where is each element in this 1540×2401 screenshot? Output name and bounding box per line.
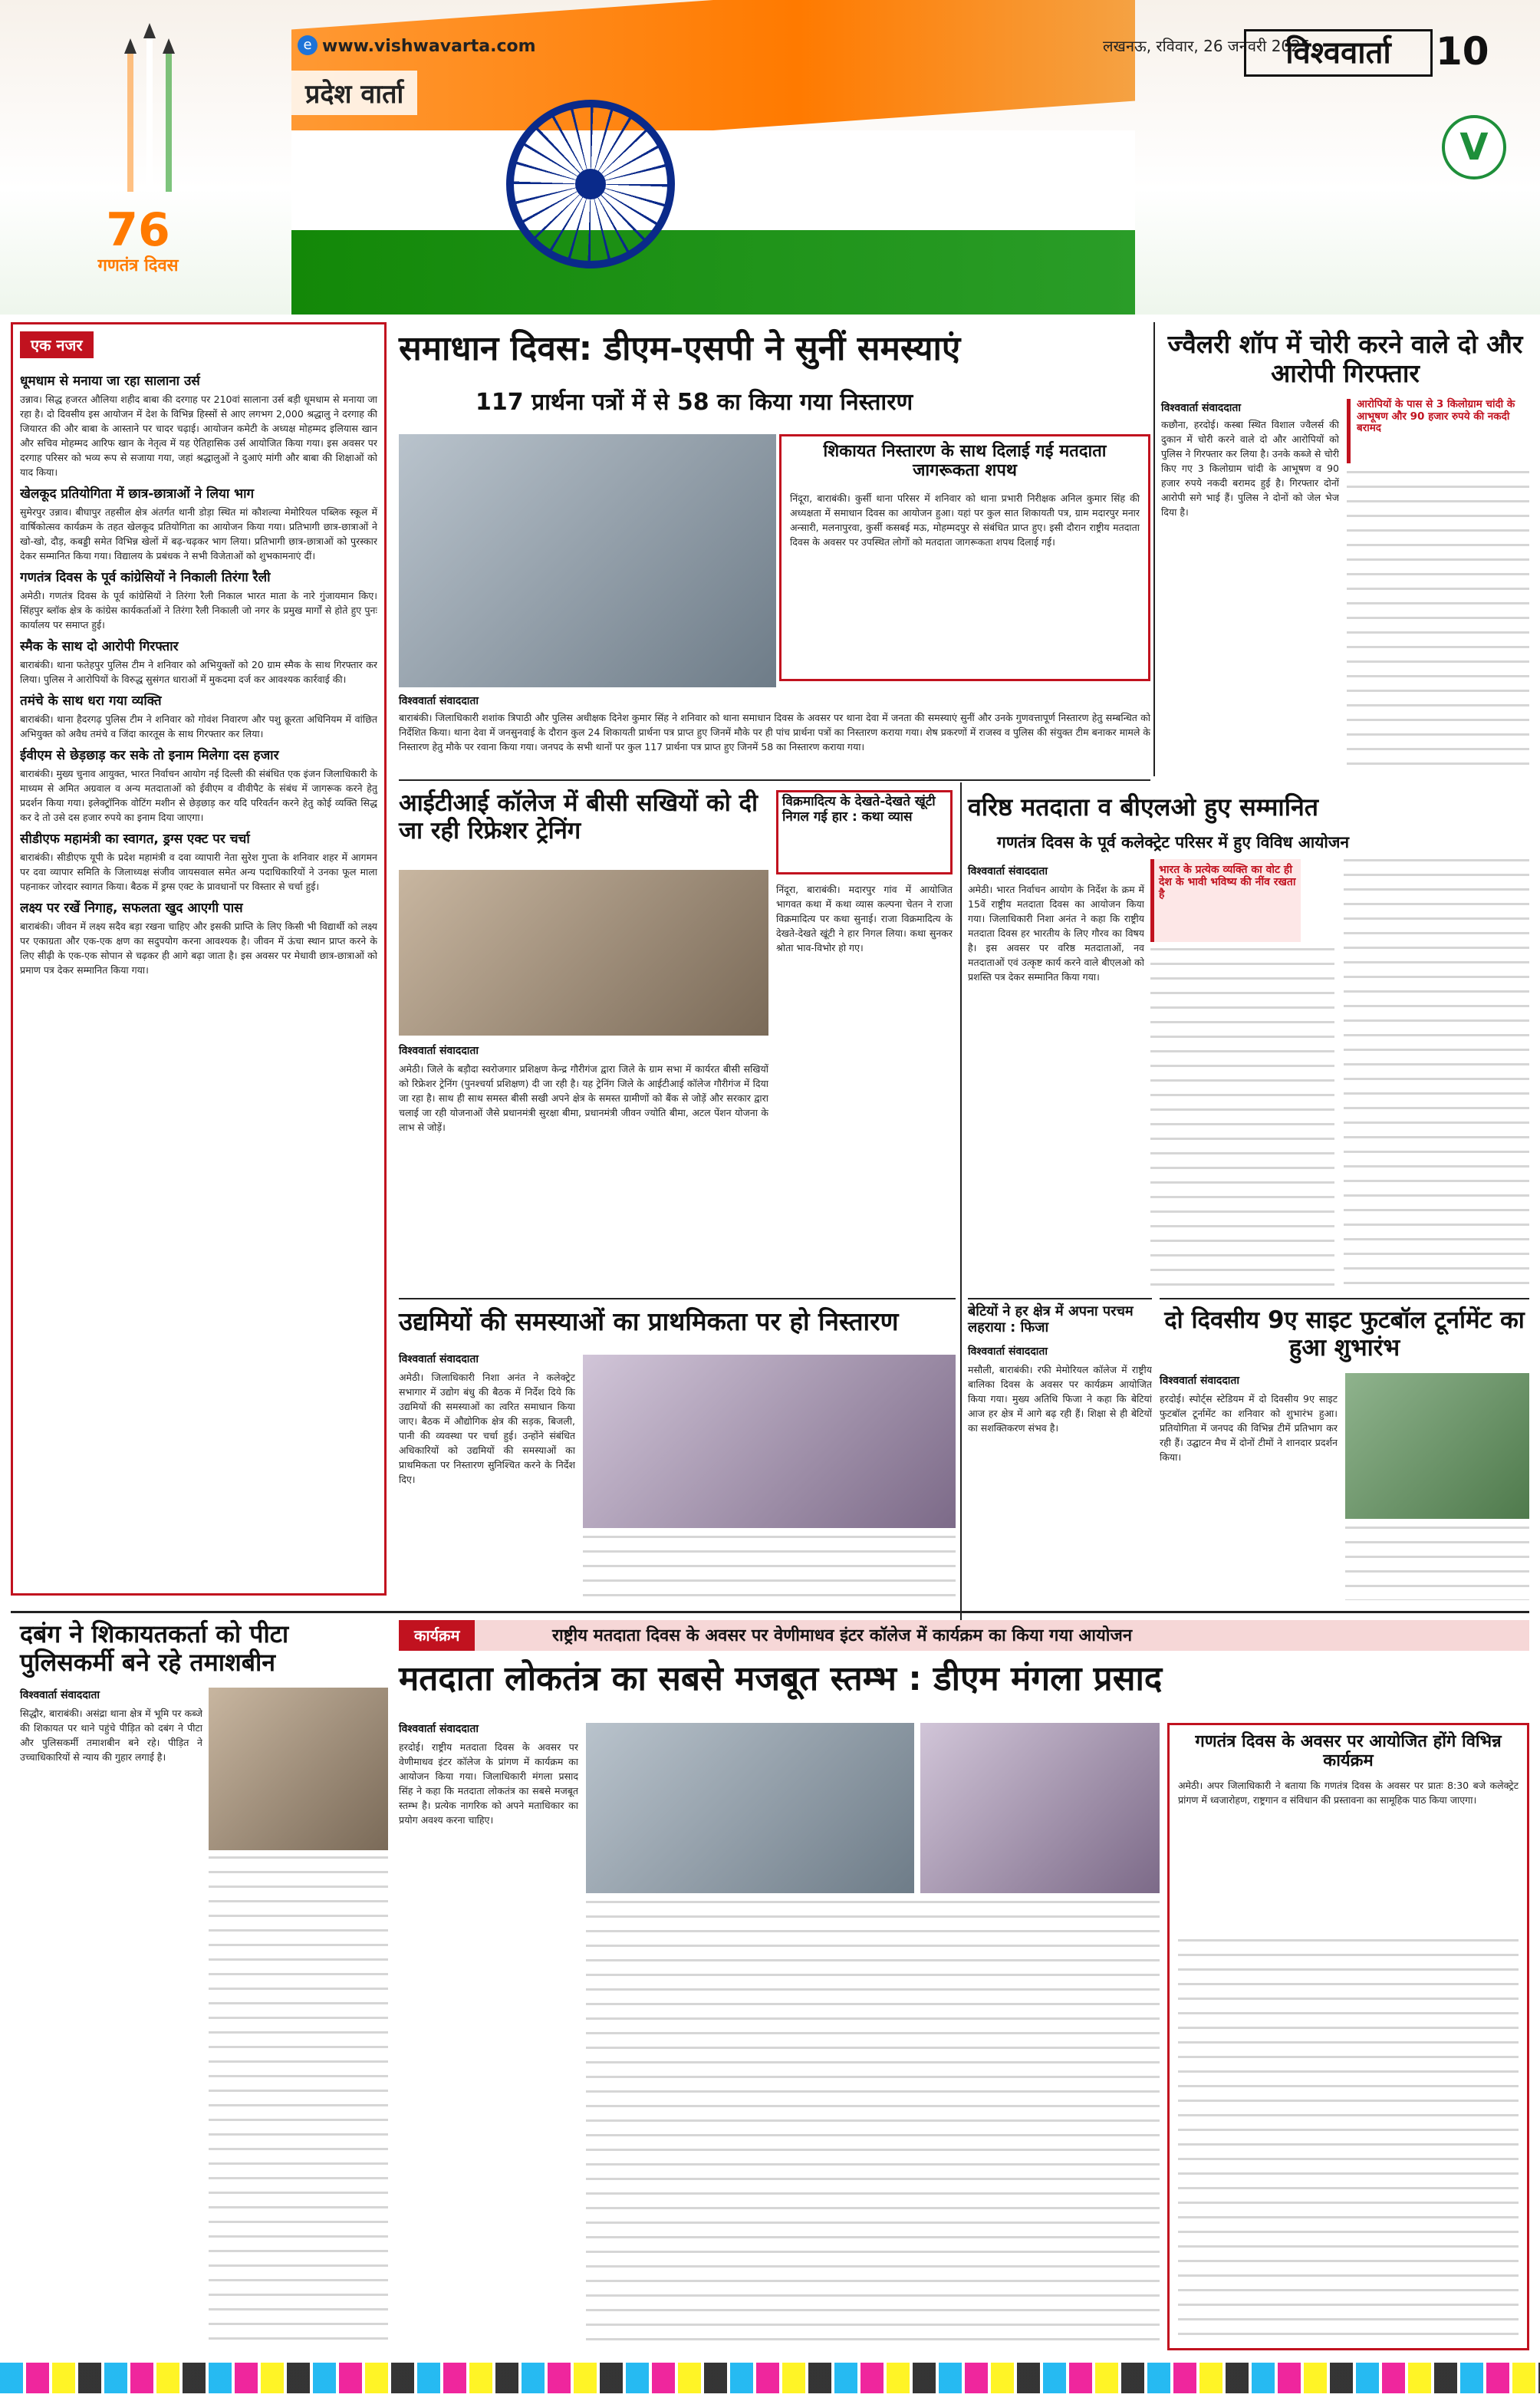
divider bbox=[11, 1611, 1529, 1613]
republic-program-headline: गणतंत्र दिवस के अवसर पर आयोजित होंगे विभिन्न कार्यक्रम bbox=[1195, 1732, 1502, 1771]
voterday-photo-2 bbox=[920, 1723, 1160, 1893]
iti-body: अमेठी। जिले के बड़ौदा स्वरोजगार प्रशिक्षण केन्द्र गौरीगंज द्वारा जिले के ग्राम सभा में कार्यरत बीसी सखियों को रिफ्रेशर ट्रेनिंग (पुनश्चर्या प्रशिक्षण) दी जा रही है। यह ट्रेनिंग जिले के आईटीआई कॉलेज गौरीगंज में दिया जा रहा है। साथ ही साथ समस्त बीसी सखी अपने क्षेत्र के समस्त ग्रामीणों को बैंक से जोड़ें और सरकार द्वारा चलाई जा रही योजनाओं जैसे प्रधानमंत्री सुरक्षा बीमा, प्रधानमंत्री जीवन ज्योति बीमा, अटल पेंशन योजना के लाभ से जोड़ें। bbox=[399, 1063, 768, 1133]
sidebar-item: स्मैक के साथ दो आरोपी गिरफ्तार बाराबंकी। थाना फतेहपुर पुलिस टीम ने शनिवार को अभियुक्तों को 20 ग्राम स्मैक के साथ गिरफ्तार कर लिया। पुलिस ने आरोपियों के विरुद्ध सुसंगत धाराओं में मुकदमा दर्ज कर आवश्यक कार्रवाई की। bbox=[20, 639, 377, 685]
sidebar-item: लक्ष्य पर रखें निगाह, सफलता खुद आएगी पास बाराबंकी। जीवन में लक्ष्य सदैव बड़ा रखना चाहिए और इसकी प्राप्ति के लिए किसी भी विद्यार्थी को लक्ष्य पर एकाग्रता और एक-एक क्षण का सदुपयोग करना आवश्यक है। जीवन में ऊंचा स्थान प्राप्त करने के लिए सीढ़ी के एक-एक सोपान से चढ़कर ही आगे बढ़ा जाता है। इस अवसर पर मेधावी छात्र-छात्राओं को प्रमाण पत्र देकर सम्मानित किया गया। bbox=[20, 901, 377, 976]
divider bbox=[1160, 1298, 1529, 1299]
jewelry-body: कछौना, हरदोई। कस्बा स्थित विशाल ज्वैलर्स की दुकान में चोरी करने वाले दो और आरोपियों को पुलिस ने गिरफ्तार कर लिया है। उनके कब्जे से चोरी किए गए 3 किलोग्राम चांदी के आभूषण व 90 हजार रुपये नकदी बरामद हुई है। गिरफ्तार दोनों आरोपी सगे भाई हैं। पुलिस ने दोनों को जेल भेज दिया है। bbox=[1161, 419, 1339, 518]
iti-photo bbox=[399, 870, 768, 1036]
lead-headline: समाधान दिवस: डीएम-एसपी ने सुनीं समस्याएं bbox=[399, 329, 961, 368]
lead-byline: विश्ववार्ता संवाददाता bbox=[399, 695, 479, 707]
entrepreneur-body: अमेठी। जिलाधिकारी निशा अनंत ने कलेक्ट्रेट सभागार में उद्योग बंधु की बैठक में निर्देश दिये कि उद्यमियों की समस्याओं का त्वरित समाधान किया जाए। बैठक में औद्योगिक क्षेत्र की सड़क, बिजली, पानी की व्यवस्था पर चर्चा हुई। उन्होंने संबंधित अधिकारियों को उद्यमियों की समस्याओं का प्राथमिकता पर निस्तारण सुनिश्चित करने के निर्देश दिए। bbox=[399, 1372, 575, 1485]
honor-headline: वरिष्ठ मतदाता व बीएलओ हुए सम्मानित bbox=[968, 792, 1318, 822]
sidebar-item: सीडीएफ महामंत्री का स्वागत, ड्रग्स एक्ट पर चर्चा बाराबंकी। सीडीएफ यूपी के प्रदेश महामंत्री व दवा व्यापारी नेता सुरेश गुप्ता के शनिवार शहर में आगमन पर दवा व्यापार समिति के जिलाध्यक्ष संजीव जायसवाल समेत अन्य पदाधिकारियों ने उनका फूल माला पहनाकर जोरदार स्वागत किया। बैठक में ड्रग्स एक्ट के प्रावधानों पर विस्तार से चर्चा हुई। bbox=[20, 832, 377, 892]
voterday-photo bbox=[586, 1723, 914, 1893]
flag-green-band bbox=[291, 230, 1135, 315]
vikram-headline: विक्रमादित्य के देखते-देखते खूंटी निगल गई हार : कथा व्यास bbox=[782, 794, 936, 825]
sidebar-item: ईवीएम से छेड़छाड़ कर सके तो इनाम मिलेगा दस हजार बाराबंकी। मुख्य चुनाव आयुक्त, भारत निर्वाचन आयोग नई दिल्ली की संबंधित एक इंजन जिलाधिकारी के माध्यम से अमित अग्रवाल व अन्य मतदाताओं को ईवीएम व वीवीपैट के संबंध में जागरूक करने हेतु प्रदर्शन किया गया। इलेक्ट्रॉनिक वोटिंग मशीन से छेड़छाड़ कर यदि परिवर्तन करने हेतु कोई व्यक्ति सिद्ध कर दे तो उसे दस हजार रुपये का इनाम दिया जाएगा। bbox=[20, 748, 377, 823]
honor-pullquote: भारत के प्रत्येक व्यक्ति का वोट ही देश के भावी भविष्य की नींव रखता है bbox=[1159, 864, 1296, 901]
jewelry-body-col2 bbox=[1347, 471, 1529, 772]
voterday-headline: मतदाता लोकतंत्र का सबसे मजबूत स्तम्भ : डीएम मंगला प्रसाद bbox=[399, 1659, 1163, 1698]
voterday-byline: विश्ववार्ता संवाददाता bbox=[399, 1723, 479, 1735]
honor-byline: विश्ववार्ता संवाददाता bbox=[968, 865, 1048, 878]
paper-logo: विश्ववार्ता bbox=[1244, 29, 1433, 77]
divider bbox=[399, 1298, 956, 1299]
entrepreneur-body-col2 bbox=[583, 1536, 956, 1600]
vikram-body: निंदूरा, बाराबंकी। मदारपुर गांव में आयोजित भागवत कथा में कथा व्यास कल्पना चेतन ने राजा विक्रमादित्य पर कथा सुनाई। राजा विक्रमादित्य के देखते-देखते खूंटी ने हार निगल लिया। कथा सुनकर श्रोता भाव-विभोर हो गए। bbox=[776, 884, 953, 953]
emblem-number: 76 bbox=[106, 203, 170, 257]
print-registration-marks bbox=[0, 2363, 1540, 2393]
lead-body: बाराबंकी। जिलाधिकारी शशांक त्रिपाठी और पुलिस अधीक्षक दिनेश कुमार सिंह ने शनिवार को थाना समाधान दिवस के अवसर पर थाना देवा में जनता की समस्याएं सुनीं और उनके गुणवत्तापूर्ण निस्तारण हेतु सम्बन्धित को निर्देशित किया। थाना देवा में जनसुनवाई के दौरान कुल 24 शिकायती प्रार्थना पत्र प्राप्त हुए जिनमें मौके पर ही पांच प्रार्थना पत्रों का निस्तारण कराया गया। शेष प्रकरणों में राजस्व व पुलिस की संयुक्त टीम बनाकर मामले के निस्तारण हेतु मौके पर रवाना किया गया। जनपद के सभी थानों पर कुल 117 प्रार्थना पत्र प्राप्त हुए जिनमें 58 का निस्तारण कराया गया। bbox=[399, 712, 1150, 753]
jewelry-headline: ज्वैलरी शॉप में चोरी करने वाले दो और आरोपी गिरफ्तार bbox=[1167, 329, 1523, 388]
republic-program-body: अमेठी। अपर जिलाधिकारी ने बताया कि गणतंत्र दिवस के अवसर पर प्रातः 8:30 बजे कलेक्ट्रेट प्रांगण में ध्वजारोहण, राष्ट्रगान व संविधान की प्रस्तावना का सामूहिक पाठ किया जाएगा। bbox=[1178, 1780, 1519, 1806]
divider bbox=[968, 1298, 1152, 1299]
jewelry-byline: विश्ववार्ता संवाददाता bbox=[1161, 402, 1242, 414]
republic-day-emblem bbox=[84, 203, 192, 299]
football-body: हरदोई। स्पोर्ट्स स्टेडियम में दो दिवसीय 9ए साइट फुटबॉल टूर्नामेंट का शनिवार को शुभारंभ हुआ। प्रतियोगिता में जनपद की विभिन्न टीमें प्रतिभाग कर रही हैं। उद्घाटन मैच में दोनों टीमों ने शानदार प्रदर्शन किया। bbox=[1160, 1393, 1338, 1463]
divider-vertical bbox=[960, 782, 962, 1634]
football-headline: दो दिवसीय 9ए साइट फुटबॉल टूर्नामेंट का हुआ शुभारंभ bbox=[1164, 1306, 1525, 1362]
entrepreneur-photo bbox=[583, 1355, 956, 1528]
honor-body-col3 bbox=[1344, 859, 1529, 1286]
honor-body-col2 bbox=[1150, 948, 1334, 1286]
football-photo bbox=[1345, 1373, 1529, 1519]
chakra-hub bbox=[575, 169, 606, 199]
voterday-body-col2 bbox=[586, 1901, 1160, 2350]
dabang-body-col2 bbox=[209, 1856, 388, 2350]
dabang-byline: विश्ववार्ता संवाददाता bbox=[20, 1689, 100, 1701]
betiyan-headline: बेटियों ने हर क्षेत्र में अपना परचम लहराया : फिजा bbox=[968, 1303, 1134, 1336]
dateline: लखनऊ, रविवार, 26 जनवरी 2025 bbox=[1103, 37, 1311, 55]
voterday-body: हरदोई। राष्ट्रीय मतदाता दिवस के अवसर पर वेणीमाधव इंटर कॉलेज के प्रांगण में कार्यक्रम का आयोजन किया गया। जिलाधिकारी मंगला प्रसाद सिंह ने कहा कि मतदाता लोकतंत्र का सबसे मजबूत स्तम्भ है। प्रत्येक नागरिक को अपने मताधिकार का प्रयोग अवश्य करना चाहिए। bbox=[399, 1741, 578, 1826]
sidebar-item: खेलकूद प्रतियोगिता में छात्र-छात्राओं ने लिया भाग सुमेरपुर उन्नाव। बीघापुर तहसील क्षेत्र अंतर्गत थानी डोड़ा स्थित मां कौशल्या मेमोरियल पब्लिक स्कूल में वार्षिकोत्सव कार्यक्रम के तहत खेलकूद प्रतियोगिता का आयोजन किया गया। प्रतिभागी छात्र-छात्राओं ने खो-खो, दौड़, कबड्डी समेत विभिन्न खेलों में बढ़-चढ़कर भाग लिया। प्रतिभागी छात्र-छात्राओं को पुरस्कार देकर सम्मानित किया गया। विद्यालय के प्रबंधक ने सभी विजेताओं को शुभकामनाएं दीं। bbox=[20, 486, 377, 562]
dabang-body: सिद्धौर, बाराबंकी। असंद्रा थाना क्षेत्र में भूमि पर कब्जे की शिकायत पर थाने पहुंचे पीड़ित को दबंग ने पीटा और पुलिसकर्मी तमाशबीन बने रहे। पीड़ित ने उच्चाधिकारियों से न्याय की गुहार लगाई है। bbox=[20, 1708, 202, 1763]
website-url[interactable]: www.vishwavarta.com bbox=[322, 37, 536, 56]
lead-photo bbox=[399, 434, 776, 687]
sidebar-item: धूमधाम से मनाया जा रहा सालाना उर्स उन्नाव। सिद्ध हजरत औलिया शहीद बाबा की दरगाह पर 210वां सालाना उर्स बड़ी धूमधाम से मनाया जा रहा है। दो दिवसीय इस आयोजन में देश के विभिन्न हिस्सों से आए लगभग 2,000 श्रद्धालु ने दरगाह की जियारत की और बाबा के आस्ताने पर चादर चढ़ाई। आयोजन कमेटी के अध्यक्ष मोहम्मद इलियास खान और सचिव मोहम्मद आरिफ खान के नेतृत्व में यह ऐतिहासिक उर्स आयोजित किया गया। इस अवसर पर दरगाह परिसर को भव्य रूप से सजाया गया, जहां श्रद्धालुओं ने दुआएं मांगी और बाबा की शिक्षाओं को याद किया। bbox=[20, 374, 377, 478]
divider bbox=[399, 779, 1150, 781]
sidebar-item: तमंचे के साथ धरा गया व्यक्ति बाराबंकी। थाना हैदरगढ़ पुलिस टीम ने शनिवार को गोवंश निवारण और पशु क्रूरता अधिनियम में वांछित अभियुक्त को अवैध तमंचे व जिंदा कारतूस के साथ गिरफ्तार कर लिया। bbox=[20, 693, 377, 739]
globe-icon: e bbox=[298, 35, 318, 55]
republic-program-body-col2 bbox=[1178, 1939, 1519, 2341]
emblem-text: गणतंत्र दिवस bbox=[97, 256, 179, 275]
dabang-headline: दबंग ने शिकायतकर्ता को पीटा पुलिसकर्मी बने रहे तमाशबीन bbox=[20, 1619, 289, 1677]
entrepreneur-headline: उद्यमियों की समस्याओं का प्राथमिकता पर हो निस्तारण bbox=[399, 1306, 899, 1336]
program-text: राष्ट्रीय मतदाता दिवस के अवसर पर वेणीमाधव इंटर कॉलेज में कार्यक्रम का किया गया आयोजन bbox=[552, 1626, 1133, 1645]
iti-headline: आईटीआई कॉलेज में बीसी सखियों को दी जा रही रिफ्रेशर ट्रेनिंग bbox=[399, 789, 758, 845]
inset-headline: शिकायत निस्तारण के साथ दिलाई गई मतदाता जागरूकता शपथ bbox=[823, 442, 1107, 481]
entrepreneur-byline: विश्ववार्ता संवाददाता bbox=[399, 1353, 479, 1365]
page-number: 10 bbox=[1436, 29, 1489, 74]
sidebar-item: गणतंत्र दिवस के पूर्व कांग्रेसियों ने निकाली तिरंगा रैली अमेठी। गणतंत्र दिवस के पूर्व कांग्रेसियों ने तिरंगा रैली निकाल भारत माता के नारे गुंजायमान किए। सिंहपुर ब्लॉक क्षेत्र के कांग्रेस कार्यकर्ताओं ने तिरंगा रैली निकाली जो नगर के प्रमुख मार्गों से होते हुए पुनः कार्यालय पर समाप्त हुई। bbox=[20, 570, 377, 631]
sidebar-heading: एक नजर bbox=[20, 331, 94, 358]
sidebar-list bbox=[20, 367, 377, 1586]
honor-subheadline: गणतंत्र दिवस के पूर्व कलेक्ट्रेट परिसर में हुए विविध आयोजन bbox=[997, 833, 1350, 851]
divider-vertical bbox=[1153, 322, 1155, 776]
betiyan-body: मसौली, बाराबंकी। रफी मेमोरियल कॉलेज में राष्ट्रीय बालिका दिवस के अवसर पर कार्यक्रम आयोजित किया गया। मुख्य अतिथि फिजा ने कहा कि बेटियां आज हर क्षेत्र में आगे बढ़ रही हैं। शिक्षा से ही बेटियों का सशक्तिकरण संभव है। bbox=[968, 1364, 1152, 1434]
football-byline: विश्ववार्ता संवाददाता bbox=[1160, 1375, 1240, 1387]
football-body-col2 bbox=[1345, 1527, 1529, 1600]
honor-pullquote-box bbox=[1150, 859, 1301, 942]
program-label: कार्यक्रम bbox=[399, 1620, 475, 1651]
section-title: प्रदेश वार्ता bbox=[291, 71, 417, 115]
inset-body: निंदूरा, बाराबंकी। कुर्सी थाना परिसर में शनिवार को थाना प्रभारी निरीक्षक अनिल कुमार सिंह की अध्यक्षता में समाधान दिवस का आयोजन हुआ। यहां पर कुल सात शिकायती पत्र, ग्राम मदारपुर मनार अन्सारी, मलनापुरवा, कुर्सी कसबई मऊ, मोहम्मदपुर से संबंधित प्राप्त हुए। इसी दौरान राष्ट्रीय मतदाता दिवस के अवसर पर उपस्थित लोगों को मतदाता जागरूकता शपथ दिलाई गई। bbox=[790, 492, 1140, 548]
dabang-photo bbox=[209, 1688, 388, 1850]
flag-white-band bbox=[291, 130, 1135, 230]
brand-v-logo-icon: V bbox=[1442, 115, 1506, 179]
jewelry-highlight: आरोपियों के पास से 3 किलोग्राम चांदी के आभूषण और 90 हजार रुपये की नकदी बरामद bbox=[1357, 398, 1515, 435]
betiyan-byline: विश्ववार्ता संवाददाता bbox=[968, 1345, 1048, 1358]
iti-byline: विश्ववार्ता संवाददाता bbox=[399, 1045, 479, 1057]
fighter-jets-icon bbox=[115, 15, 184, 192]
jewelry-highlight-box bbox=[1347, 399, 1529, 463]
lead-subheadline: 117 प्रार्थना पत्रों में से 58 का किया गया निस्तारण bbox=[475, 389, 913, 416]
honor-body: अमेठी। भारत निर्वाचन आयोग के निर्देश के क्रम में 15वें राष्ट्रीय मतदाता दिवस का आयोजन किया गया। जिलाधिकारी निशा अनंत ने कहा कि राष्ट्रीय मतदाता दिवस हर भारतीय के लिए गौरव का विषय है। इस अवसर पर वरिष्ठ मतदाताओं, नव मतदाताओं एवं उत्कृष्ट कार्य करने वाले बीएलओ को प्रशस्ति पत्र देकर सम्मानित किया गया। bbox=[968, 884, 1144, 983]
